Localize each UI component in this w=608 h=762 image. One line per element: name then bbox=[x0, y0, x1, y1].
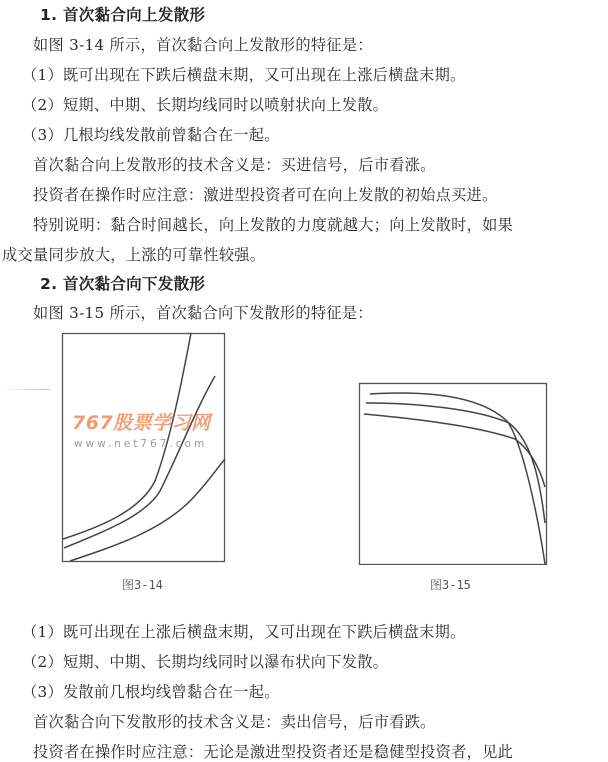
section1-feature-3: （3）几根均线发散前曾黏合在一起。 bbox=[22, 126, 280, 144]
section2-feature-3: （3）发散前几根均线曾黏合在一起。 bbox=[22, 683, 280, 701]
figure-3-14-caption: 图3-14 bbox=[122, 578, 163, 592]
scan-artifact bbox=[0, 389, 50, 390]
watermark-title: 767股票学习网 bbox=[72, 412, 211, 434]
watermark-url: www.net767.com bbox=[74, 438, 208, 450]
ma-downward-divergence-diagram bbox=[357, 381, 549, 565]
section1-intro: 如图 3-14 所示，首次黏合向上发散形的特征是： bbox=[33, 36, 373, 54]
section1-feature-1: （1）既可出现在下跌后横盘末期，又可出现在上涨后横盘末期。 bbox=[22, 66, 466, 84]
section2-note: 投资者在操作时应注意：无论是激进型投资者还是稳健型投资者，见此 bbox=[33, 743, 514, 761]
section2-feature-2: （2）短期、中期、长期均线同时以瀑布状向下发散。 bbox=[22, 653, 389, 671]
section1-feature-2: （2）短期、中期、长期均线同时以喷射状向上发散。 bbox=[22, 96, 389, 114]
section1-heading: 1. 首次黏合向上发散形 bbox=[40, 6, 206, 24]
section2-intro: 如图 3-15 所示，首次黏合向下发散形的特征是： bbox=[33, 304, 373, 322]
figure-3-15 bbox=[357, 381, 549, 565]
section2-feature-1: （1）既可出现在上涨后横盘末期，又可出现在下跌后横盘末期。 bbox=[22, 623, 466, 641]
section1-special-line2: 成交量同步放大，上涨的可靠性较强。 bbox=[2, 246, 266, 264]
section1-special-line1: 特别说明：黏合时间越长，向上发散的力度就越大；向上发散时，如果 bbox=[33, 216, 514, 234]
section2-heading: 2. 首次黏合向下发散形 bbox=[40, 275, 206, 293]
section1-note: 投资者在操作时应注意：激进型投资者可在向上发散的初始点买进。 bbox=[33, 186, 498, 204]
figure-3-15-caption: 图3-15 bbox=[430, 578, 471, 592]
section2-meaning: 首次黏合向下发散形的技术含义是：卖出信号，后市看跌。 bbox=[33, 713, 436, 731]
section1-meaning: 首次黏合向上发散形的技术含义是：买进信号，后市看涨。 bbox=[33, 156, 436, 174]
